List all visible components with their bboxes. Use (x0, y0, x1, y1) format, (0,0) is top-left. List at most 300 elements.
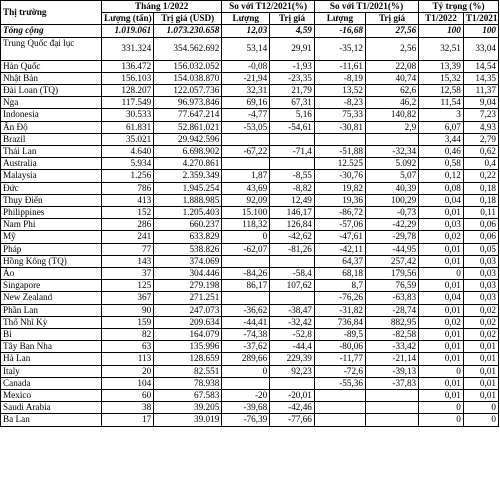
market-name-cell: New Zealand (1, 292, 102, 304)
share-2022-cell: 6,07 (419, 121, 464, 133)
share-2021-cell: 0,22 (463, 170, 498, 182)
value-vs-jan-cell: 257,42 (365, 255, 418, 267)
table-row (1, 133, 499, 145)
value-vs-dec-cell: 229,39 (270, 353, 315, 365)
share-2022-cell: 0,12 (419, 170, 464, 182)
total-quantity-vs-jan: -16,68 (314, 25, 365, 37)
value-cell: 52.861.021 (154, 121, 222, 133)
quantity-vs-jan-cell: -80,06 (314, 341, 365, 353)
share-2022-cell: 0,01 (419, 341, 464, 353)
quantity-vs-jan-cell: 13,52 (314, 84, 365, 96)
value-vs-dec-cell: 146,17 (270, 207, 315, 219)
value-vs-jan-cell: -0,73 (365, 207, 418, 219)
quantity-cell: 35.021 (102, 133, 154, 145)
quantity-vs-dec-cell: 92,09 (222, 194, 270, 206)
share-2021-cell: 0 (463, 414, 498, 426)
share-2022-cell: 0,46 (419, 146, 464, 158)
value-vs-dec-cell: -52,8 (270, 329, 315, 341)
quantity-vs-jan-cell: -72,6 (314, 365, 365, 377)
share-2021-cell: 33,04 (463, 37, 498, 60)
share-2021-cell: 0,03 (463, 292, 498, 304)
quantity-vs-dec-cell: 118,32 (222, 219, 270, 231)
value-vs-dec-cell: -54,61 (270, 121, 315, 133)
quantity-vs-dec-cell: 69,16 (222, 97, 270, 109)
share-2021-cell: 0,01 (463, 377, 498, 389)
quantity-vs-dec-cell: 15.100 (222, 207, 270, 219)
header-vs-dec: So với T12/2021(%) (222, 1, 315, 13)
value-vs-jan-cell: 46,2 (365, 97, 418, 109)
value-vs-dec-cell: -77,66 (270, 414, 315, 426)
market-name-cell: Thái Lan (1, 146, 102, 158)
market-name-cell: Brazil (1, 133, 102, 145)
value-cell: 2.359.349 (154, 170, 222, 182)
value-vs-jan-cell: -33,42 (365, 341, 418, 353)
quantity-vs-jan-cell: 68,18 (314, 268, 365, 280)
value-vs-jan-cell: 76,59 (365, 280, 418, 292)
quantity-cell: 5.934 (102, 158, 154, 170)
quantity-vs-jan-cell (314, 133, 365, 145)
quantity-vs-dec-cell: -44,41 (222, 316, 270, 328)
header-value: Trị giá (USD) (154, 13, 222, 25)
share-2022-cell: 0,03 (419, 219, 464, 231)
quantity-vs-jan-cell: -42,11 (314, 243, 365, 255)
table-row (1, 414, 499, 426)
share-2022-cell: 0,01 (419, 377, 464, 389)
table-row (1, 60, 499, 72)
market-name-cell: Saudi Arabia (1, 402, 102, 414)
share-2021-cell: 7,23 (463, 109, 498, 121)
value-vs-dec-cell: -8,82 (270, 182, 315, 194)
value-vs-jan-cell: 40,39 (365, 182, 418, 194)
value-vs-jan-cell: 2,56 (365, 37, 418, 60)
share-2022-cell: 11,54 (419, 97, 464, 109)
value-cell: 96.973.846 (154, 97, 222, 109)
quantity-vs-dec-cell: -76,39 (222, 414, 270, 426)
value-vs-jan-cell (365, 414, 418, 426)
quantity-vs-jan-cell: -8,19 (314, 72, 365, 84)
value-vs-jan-cell: -32,34 (365, 146, 418, 158)
share-2021-cell: 0 (463, 402, 498, 414)
quantity-cell: 90 (102, 304, 154, 316)
value-vs-jan-cell: -42,29 (365, 219, 418, 231)
table-row (1, 121, 499, 133)
quantity-vs-dec-cell (222, 292, 270, 304)
value-cell: 77.647.214 (154, 109, 222, 121)
value-cell: 122.057.736 (154, 84, 222, 96)
value-vs-jan-cell: -44,95 (365, 243, 418, 255)
value-vs-jan-cell: -39,13 (365, 365, 418, 377)
quantity-vs-dec-cell: -67,22 (222, 146, 270, 158)
header-month: Tháng 1/2022 (102, 1, 222, 13)
header-market: Thị trường (1, 1, 102, 25)
value-cell: 128.659 (154, 353, 222, 365)
value-vs-dec-cell (270, 158, 315, 170)
value-cell: 374.069 (154, 255, 222, 267)
total-value-vs-dec: 4,59 (270, 25, 315, 37)
header-value-vs-jan: Trị giá (365, 13, 418, 25)
value-cell: 6.698.902 (154, 146, 222, 158)
value-vs-dec-cell: -32,42 (270, 316, 315, 328)
table-row (1, 231, 499, 243)
quantity-cell: 63 (102, 341, 154, 353)
quantity-vs-jan-cell: -8,23 (314, 97, 365, 109)
quantity-vs-jan-cell: -76,26 (314, 292, 365, 304)
header-quantity-vs-dec: Lượng (222, 13, 270, 25)
value-vs-jan-cell (365, 390, 418, 402)
value-cell: 154.038.870 (154, 72, 222, 84)
table-row (1, 377, 499, 389)
quantity-vs-jan-cell: -86,72 (314, 207, 365, 219)
quantity-vs-jan-cell: -47,61 (314, 231, 365, 243)
table-row (1, 316, 499, 328)
share-2022-cell: 3 (419, 109, 464, 121)
share-2021-cell: 0,02 (463, 316, 498, 328)
market-name-cell: Ba Lan (1, 414, 102, 426)
header-share-2022: T1/2022 (419, 13, 464, 25)
market-name-cell: Nhật Bản (1, 72, 102, 84)
share-2021-cell: 9,04 (463, 97, 498, 109)
value-cell: 39.019 (154, 414, 222, 426)
share-2022-cell: 0,58 (419, 158, 464, 170)
quantity-vs-dec-cell: 0 (222, 231, 270, 243)
quantity-cell: 61.831 (102, 121, 154, 133)
value-vs-dec-cell: -20,01 (270, 390, 315, 402)
market-name-cell: Italy (1, 365, 102, 377)
quantity-vs-jan-cell: 64,37 (314, 255, 365, 267)
table-row (1, 170, 499, 182)
share-2022-cell: 0 (419, 268, 464, 280)
value-cell: 67.583 (154, 390, 222, 402)
quantity-vs-dec-cell: 43,69 (222, 182, 270, 194)
value-vs-dec-cell (270, 377, 315, 389)
value-vs-jan-cell: 2,9 (365, 121, 418, 133)
total-value-vs-jan: 27,56 (365, 25, 418, 37)
quantity-cell: 117.549 (102, 97, 154, 109)
share-2021-cell: 0,03 (463, 255, 498, 267)
total-label: Tổng cộng (1, 25, 102, 37)
value-vs-jan-cell: -28,74 (365, 304, 418, 316)
value-cell: 164.079 (154, 329, 222, 341)
value-cell: 29.942.596 (154, 133, 222, 145)
market-name-cell: Australia (1, 158, 102, 170)
table-row (1, 37, 499, 60)
quantity-vs-dec-cell (222, 158, 270, 170)
value-vs-dec-cell: -23,35 (270, 72, 315, 84)
value-vs-jan-cell: 5,07 (365, 170, 418, 182)
market-name-cell: Philippines (1, 207, 102, 219)
quantity-vs-jan-cell: -30,76 (314, 170, 365, 182)
value-cell: 279.198 (154, 280, 222, 292)
share-2021-cell: 4,93 (463, 121, 498, 133)
value-vs-dec-cell: -8,55 (270, 170, 315, 182)
table-row (1, 255, 499, 267)
market-name-cell: Phần Lan (1, 304, 102, 316)
value-vs-dec-cell: 67,31 (270, 97, 315, 109)
value-vs-dec-cell: -44,4 (270, 341, 315, 353)
quantity-vs-jan-cell: -35,12 (314, 37, 365, 60)
value-cell: 1.205.403 (154, 207, 222, 219)
quantity-cell: 20 (102, 365, 154, 377)
quantity-cell: 60 (102, 390, 154, 402)
share-2022-cell: 0,01 (419, 390, 464, 402)
share-2022-cell: 0,01 (419, 280, 464, 292)
value-cell: 39.205 (154, 402, 222, 414)
share-2021-cell: 0,4 (463, 158, 498, 170)
quantity-vs-dec-cell: -0,08 (222, 60, 270, 72)
quantity-cell: 128.207 (102, 84, 154, 96)
table-row (1, 353, 499, 365)
quantity-vs-jan-cell: -89,5 (314, 329, 365, 341)
market-name-cell: Ấn Độ (1, 121, 102, 133)
quantity-vs-dec-cell: 1,87 (222, 170, 270, 182)
quantity-vs-jan-cell: 12.525 (314, 158, 365, 170)
value-cell: 304.446 (154, 268, 222, 280)
share-2021-cell: 0,02 (463, 329, 498, 341)
quantity-vs-dec-cell: 289,66 (222, 353, 270, 365)
total-value: 1.073.230.658 (154, 25, 222, 37)
share-2021-cell: 0,01 (463, 390, 498, 402)
share-2021-cell: 0,18 (463, 182, 498, 194)
share-2022-cell: 0 (419, 365, 464, 377)
table-row (1, 268, 499, 280)
header-vs-jan: So với T1/2021(%) (314, 1, 418, 13)
share-2022-cell: 0,04 (419, 292, 464, 304)
market-name-cell: Indonesia (1, 109, 102, 121)
value-cell: 633.829 (154, 231, 222, 243)
table-row (1, 158, 499, 170)
quantity-vs-jan-cell (314, 390, 365, 402)
share-2021-cell: 0,03 (463, 268, 498, 280)
quantity-vs-jan-cell: 736,84 (314, 316, 365, 328)
share-2021-cell: 0,11 (463, 207, 498, 219)
value-vs-dec-cell: -81,26 (270, 243, 315, 255)
value-vs-jan-cell: 40,74 (365, 72, 418, 84)
table-row (1, 84, 499, 96)
share-2022-cell: 0,01 (419, 255, 464, 267)
quantity-vs-jan-cell: 19,36 (314, 194, 365, 206)
value-vs-jan-cell: 5.092 (365, 158, 418, 170)
share-2022-cell: 0 (419, 402, 464, 414)
value-vs-dec-cell: 21,79 (270, 84, 315, 96)
quantity-cell: 38 (102, 402, 154, 414)
share-2022-cell: 0,02 (419, 231, 464, 243)
value-cell: 4.270.861 (154, 158, 222, 170)
quantity-cell: 367 (102, 292, 154, 304)
quantity-vs-dec-cell: -74,38 (222, 329, 270, 341)
quantity-cell: 77 (102, 243, 154, 255)
quantity-vs-dec-cell: -62,07 (222, 243, 270, 255)
quantity-vs-dec-cell: -4,77 (222, 109, 270, 121)
market-name-cell: Đức (1, 182, 102, 194)
market-name-cell: Malaysia (1, 170, 102, 182)
share-2021-cell: 0,62 (463, 146, 498, 158)
total-quantity-vs-dec: 12,03 (222, 25, 270, 37)
quantity-vs-dec-cell (222, 377, 270, 389)
share-2022-cell: 13,39 (419, 60, 464, 72)
table-row (1, 243, 499, 255)
value-vs-dec-cell: 12,49 (270, 194, 315, 206)
value-cell: 156.032.052 (154, 60, 222, 72)
value-vs-dec-cell: -71,4 (270, 146, 315, 158)
table-row (1, 402, 499, 414)
share-2022-cell: 0,08 (419, 182, 464, 194)
market-name-cell: Bỉ (1, 329, 102, 341)
quantity-vs-dec-cell: 53,14 (222, 37, 270, 60)
value-cell: 247.073 (154, 304, 222, 316)
header-share-2021: T1/2021 (463, 13, 498, 25)
quantity-cell: 17 (102, 414, 154, 426)
market-name-cell: Đài Loan (TQ) (1, 84, 102, 96)
table-row (1, 329, 499, 341)
table-row (1, 194, 499, 206)
value-cell: 82.551 (154, 365, 222, 377)
table-row (1, 280, 499, 292)
total-share-2021: 100 (463, 25, 498, 37)
value-vs-jan-cell: -29,78 (365, 231, 418, 243)
value-vs-dec-cell: -38,47 (270, 304, 315, 316)
share-2022-cell: 0,01 (419, 243, 464, 255)
value-vs-jan-cell: -21,14 (365, 353, 418, 365)
total-share-2022: 100 (419, 25, 464, 37)
share-2021-cell: 0,05 (463, 243, 498, 255)
share-2021-cell: 11,37 (463, 84, 498, 96)
share-2022-cell: 0,01 (419, 207, 464, 219)
value-cell: 271.251 (154, 292, 222, 304)
quantity-cell: 152 (102, 207, 154, 219)
value-vs-dec-cell (270, 133, 315, 145)
share-2021-cell: 0,01 (463, 353, 498, 365)
table-row (1, 207, 499, 219)
quantity-vs-dec-cell: 0 (222, 365, 270, 377)
table-row (1, 182, 499, 194)
quantity-vs-jan-cell: -11,61 (314, 60, 365, 72)
quantity-cell: 159 (102, 316, 154, 328)
value-vs-jan-cell: 100,29 (365, 194, 418, 206)
table-row (1, 146, 499, 158)
header-value-vs-dec: Trị giá (270, 13, 315, 25)
value-cell: 660.237 (154, 219, 222, 231)
value-vs-dec-cell (270, 255, 315, 267)
total-row (1, 25, 499, 37)
value-vs-jan-cell: -37,83 (365, 377, 418, 389)
market-name-cell: Hàn Quốc (1, 60, 102, 72)
quantity-cell: 37 (102, 268, 154, 280)
value-cell: 135.996 (154, 341, 222, 353)
share-2022-cell: 0,01 (419, 304, 464, 316)
value-vs-jan-cell: -82,58 (365, 329, 418, 341)
share-2021-cell: 14,35 (463, 72, 498, 84)
quantity-cell: 286 (102, 219, 154, 231)
value-vs-jan-cell (365, 402, 418, 414)
quantity-vs-dec-cell: -39,68 (222, 402, 270, 414)
market-name-cell: Nga (1, 97, 102, 109)
market-name-cell: Tây Ban Nha (1, 341, 102, 353)
share-2021-cell: 0,18 (463, 194, 498, 206)
table-row (1, 219, 499, 231)
value-vs-dec-cell: -58,4 (270, 268, 315, 280)
quantity-vs-jan-cell: -30,81 (314, 121, 365, 133)
table-row (1, 292, 499, 304)
quantity-vs-dec-cell: -36,62 (222, 304, 270, 316)
value-cell: 209.634 (154, 316, 222, 328)
quantity-cell: 143 (102, 255, 154, 267)
market-name-cell: Mỹ (1, 231, 102, 243)
table-row (1, 97, 499, 109)
quantity-cell: 113 (102, 353, 154, 365)
share-2021-cell: 2,79 (463, 133, 498, 145)
share-2021-cell: 0,01 (463, 365, 498, 377)
value-cell: 78.938 (154, 377, 222, 389)
quantity-vs-dec-cell (222, 133, 270, 145)
table-row (1, 109, 499, 121)
quantity-vs-dec-cell: -20 (222, 390, 270, 402)
value-vs-jan-cell: 140,82 (365, 109, 418, 121)
quantity-vs-jan-cell (314, 402, 365, 414)
value-cell: 1.945.254 (154, 182, 222, 194)
quantity-cell: 786 (102, 182, 154, 194)
share-2021-cell: 0,06 (463, 219, 498, 231)
market-name-cell: Thụy Điển (1, 194, 102, 206)
quantity-vs-jan-cell: 75,33 (314, 109, 365, 121)
value-vs-jan-cell: 882,95 (365, 316, 418, 328)
table-body (1, 25, 499, 426)
quantity-cell: 30.533 (102, 109, 154, 121)
quantity-cell: 413 (102, 194, 154, 206)
quantity-vs-jan-cell: 8,7 (314, 280, 365, 292)
share-2022-cell: 3,44 (419, 133, 464, 145)
quantity-cell: 125 (102, 280, 154, 292)
quantity-vs-dec-cell: 32,31 (222, 84, 270, 96)
market-name-cell: Trung Quốc đại lục (1, 37, 102, 60)
quantity-cell: 241 (102, 231, 154, 243)
quantity-vs-jan-cell: -51,88 (314, 146, 365, 158)
value-vs-dec-cell: 92,23 (270, 365, 315, 377)
share-2021-cell: 0,01 (463, 341, 498, 353)
quantity-vs-jan-cell: -57,06 (314, 219, 365, 231)
share-2021-cell: 0,02 (463, 304, 498, 316)
quantity-cell: 331.324 (102, 37, 154, 60)
header-quantity: Lượng (tấn) (102, 13, 154, 25)
value-vs-dec-cell: 5,16 (270, 109, 315, 121)
table-row (1, 341, 499, 353)
value-vs-jan-cell: 62,6 (365, 84, 418, 96)
value-vs-dec-cell: 107,62 (270, 280, 315, 292)
table-row (1, 304, 499, 316)
share-2022-cell: 0,01 (419, 353, 464, 365)
market-name-cell: Mexico (1, 390, 102, 402)
share-2022-cell: 0 (419, 414, 464, 426)
share-2022-cell: 32,51 (419, 37, 464, 60)
quantity-vs-jan-cell (314, 414, 365, 426)
quantity-vs-dec-cell: -53,05 (222, 121, 270, 133)
share-2022-cell: 0,02 (419, 316, 464, 328)
quantity-vs-jan-cell: -55,36 (314, 377, 365, 389)
value-vs-dec-cell: 29,91 (270, 37, 315, 60)
table-row (1, 365, 499, 377)
header-quantity-vs-jan: Lượng (314, 13, 365, 25)
share-2022-cell: 0,04 (419, 194, 464, 206)
value-vs-dec-cell: -42,46 (270, 402, 315, 414)
share-2022-cell: 12,58 (419, 84, 464, 96)
total-quantity: 1.019.061 (102, 25, 154, 37)
quantity-vs-dec-cell: -21,94 (222, 72, 270, 84)
market-name-cell: Singapore (1, 280, 102, 292)
value-vs-dec-cell: -1,93 (270, 60, 315, 72)
quantity-vs-jan-cell: -31,82 (314, 304, 365, 316)
table-row (1, 72, 499, 84)
value-vs-dec-cell (270, 292, 315, 304)
quantity-vs-dec-cell (222, 255, 270, 267)
